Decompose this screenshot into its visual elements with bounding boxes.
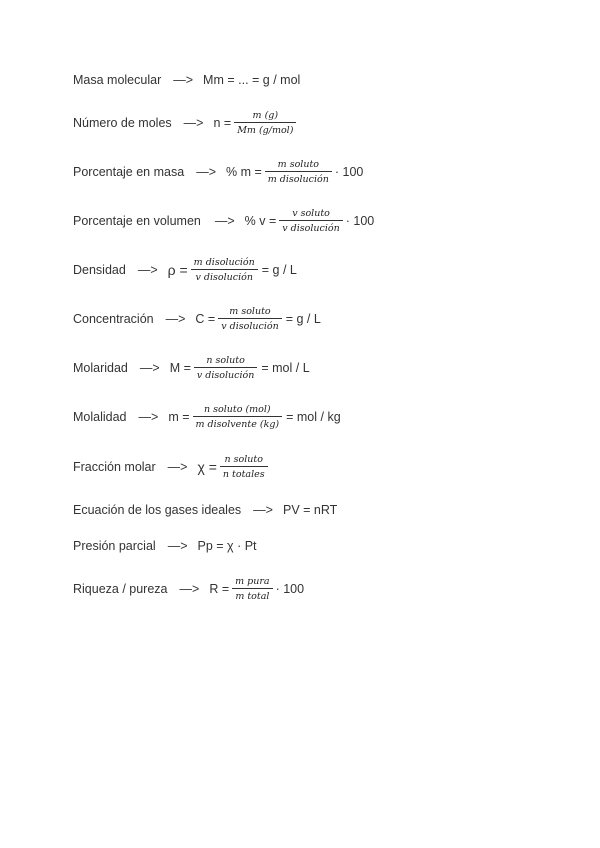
formula-arrow: —> [167, 460, 188, 474]
formula-label: Densidad [73, 263, 126, 277]
formula-lhs: n = [213, 116, 232, 130]
fraction-denominator: v disolución [195, 272, 253, 283]
formula-arrow: —> [173, 73, 194, 87]
formula-row-fraccion-molar [73, 454, 268, 480]
formula-row-molalidad [73, 404, 341, 430]
formula-lhs: ρ = [167, 262, 188, 278]
formula-label: Molaridad [73, 361, 128, 375]
fraction-denominator: n totales [222, 469, 265, 480]
fraction [279, 208, 342, 234]
fraction [194, 355, 257, 381]
fraction-numerator: m disolución [193, 257, 255, 268]
formula-expression: PV = nRT [282, 503, 338, 517]
formula-lhs: % m = [226, 165, 262, 179]
fraction-denominator: v disolución [196, 370, 255, 381]
formula-tail: = g / L [285, 312, 321, 326]
formula-row-masa-molecular [73, 73, 300, 87]
formula-lhs: % v = [244, 214, 277, 228]
formula-expression: Pp = χ · Pt [197, 539, 257, 553]
fraction-denominator: Mm (g/mol) [237, 125, 294, 136]
formula-arrow: —> [167, 539, 188, 553]
formula-row-porcentaje-en-volumen [73, 208, 374, 234]
fraction-numerator: m (g) [252, 110, 279, 121]
fraction-denominator: v disolución [282, 223, 340, 234]
formula-label: Fracción molar [73, 460, 156, 474]
fraction-numerator: m soluto [277, 159, 319, 170]
formula-label: Masa molecular [73, 73, 162, 87]
formula-arrow: —> [165, 312, 186, 326]
formula-arrow: —> [253, 503, 273, 517]
formula-arrow: —> [179, 582, 200, 596]
formula-label: Porcentaje en masa [73, 165, 185, 179]
formula-row-densidad [73, 257, 297, 283]
formula-lhs: R = [209, 582, 230, 596]
fraction-denominator: m disolución [267, 174, 329, 185]
formula-tail: · 100 [345, 214, 375, 228]
formula-lhs: M = [169, 361, 191, 375]
formula-tail: = g / L [261, 263, 297, 277]
fraction [234, 110, 296, 136]
formula-tail: = mol / kg [286, 410, 341, 424]
fraction-numerator: m pura [235, 576, 270, 587]
formula-lhs: χ = [197, 459, 217, 475]
fraction-numerator: m soluto [229, 306, 271, 317]
formula-tail: · 100 [275, 582, 305, 596]
formula-label: Número de moles [73, 116, 172, 130]
fraction-denominator: m total [235, 591, 270, 602]
formula-tail: · 100 [334, 165, 364, 179]
formula-arrow: —> [139, 361, 160, 375]
formula-row-presion-parcial [73, 539, 257, 553]
formula-arrow: —> [214, 214, 235, 228]
fraction [220, 454, 268, 480]
formula-lhs: m = [168, 410, 190, 424]
formula-row-molaridad [73, 355, 310, 381]
formula-label: Riqueza / pureza [73, 582, 168, 596]
formula-label: Porcentaje en volumen [73, 214, 201, 228]
fraction-numerator: n soluto [224, 454, 263, 465]
formula-tail: = mol / L [261, 361, 310, 375]
formula-label: Concentración [73, 312, 154, 326]
fraction [232, 576, 272, 602]
fraction [193, 404, 283, 430]
formula-expression: Mm = ... = g / mol [203, 73, 301, 87]
formula-row-riqueza-pureza [73, 576, 304, 602]
formula-row-porcentaje-en-masa [73, 159, 363, 185]
formula-row-concentracion [73, 306, 321, 332]
fraction-denominator: m disolvente (kg) [195, 419, 280, 430]
formula-label: Presión parcial [73, 539, 156, 553]
formula-arrow: —> [183, 116, 204, 130]
fraction [218, 306, 281, 332]
formula-row-numero-de-moles [73, 110, 296, 136]
fraction [191, 257, 258, 283]
formula-lhs: C = [195, 312, 216, 326]
fraction-denominator: v disolución [221, 321, 279, 332]
fraction-numerator: n soluto (mol) [204, 404, 271, 415]
formula-label: Molalidad [73, 410, 127, 424]
formula-arrow: —> [196, 165, 216, 179]
formula-arrow: —> [137, 263, 158, 277]
fraction-numerator: v soluto [292, 208, 330, 219]
formula-arrow: —> [138, 410, 159, 424]
formula-label: Ecuación de los gases ideales [73, 503, 242, 517]
fraction-numerator: n soluto [206, 355, 245, 366]
formula-row-gases-ideales [73, 503, 337, 517]
fraction [265, 159, 332, 185]
